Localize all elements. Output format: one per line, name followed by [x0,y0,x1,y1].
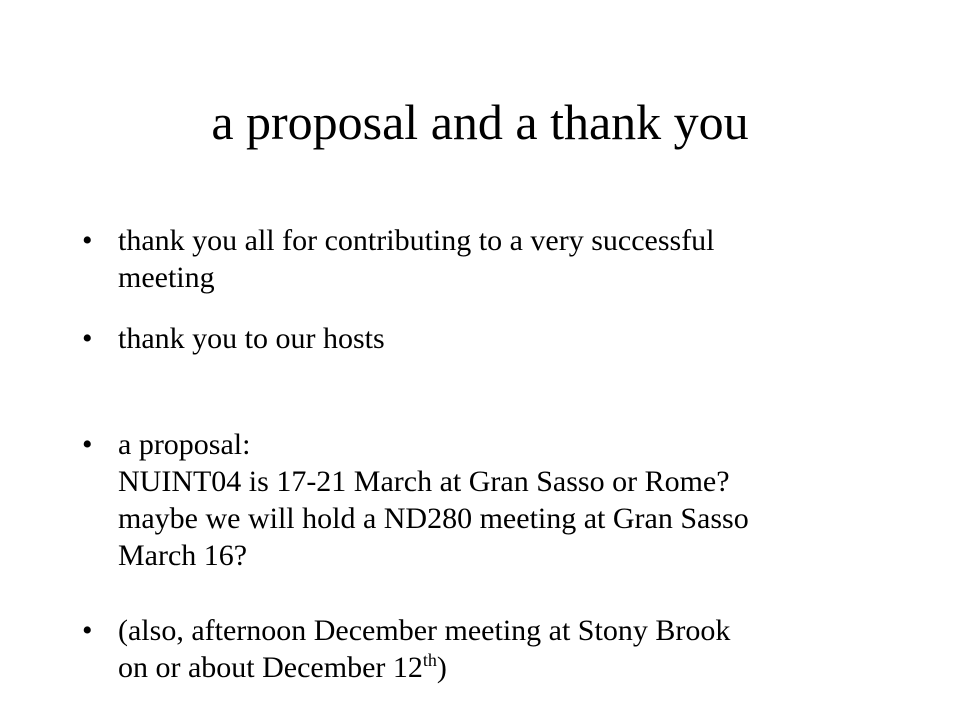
bullet-line: thank you to our hosts [118,322,385,355]
bullet-line: a proposal: [118,428,251,461]
bullet-item [78,222,918,296]
bullet-line: NUINT04 is 17-21 March at Gran Sasso or Rome? [118,465,730,498]
bullet-line-text: on or about December 12 [118,651,423,684]
bullet-glyph: • [82,614,93,647]
bullet-line [118,649,918,686]
bullet-line: meeting [118,261,215,294]
slide-title: a proposal and a thank you [211,94,749,150]
bullet-item [78,612,918,686]
bullet-text [118,320,918,357]
bullet-glyph: • [82,428,93,461]
bullet-item [78,320,918,357]
bullet-line: maybe we will hold a ND280 meeting at Gran Sasso [118,502,749,535]
bullet-line-text: ) [436,651,447,684]
bullet-glyph: • [82,224,93,257]
bullet-text [118,222,918,296]
bullet-line: thank you all for contributing to a very successful [118,224,715,257]
bullet-item [78,426,918,574]
bullet-line: March 16? [118,539,248,572]
bullet-glyph: • [82,322,93,355]
bullet-line: (also, afternoon December meeting at Stony Brook [118,614,731,647]
ordinal-superscript: th [422,650,437,670]
bullet-text [118,612,918,686]
bullet-text [118,426,918,574]
